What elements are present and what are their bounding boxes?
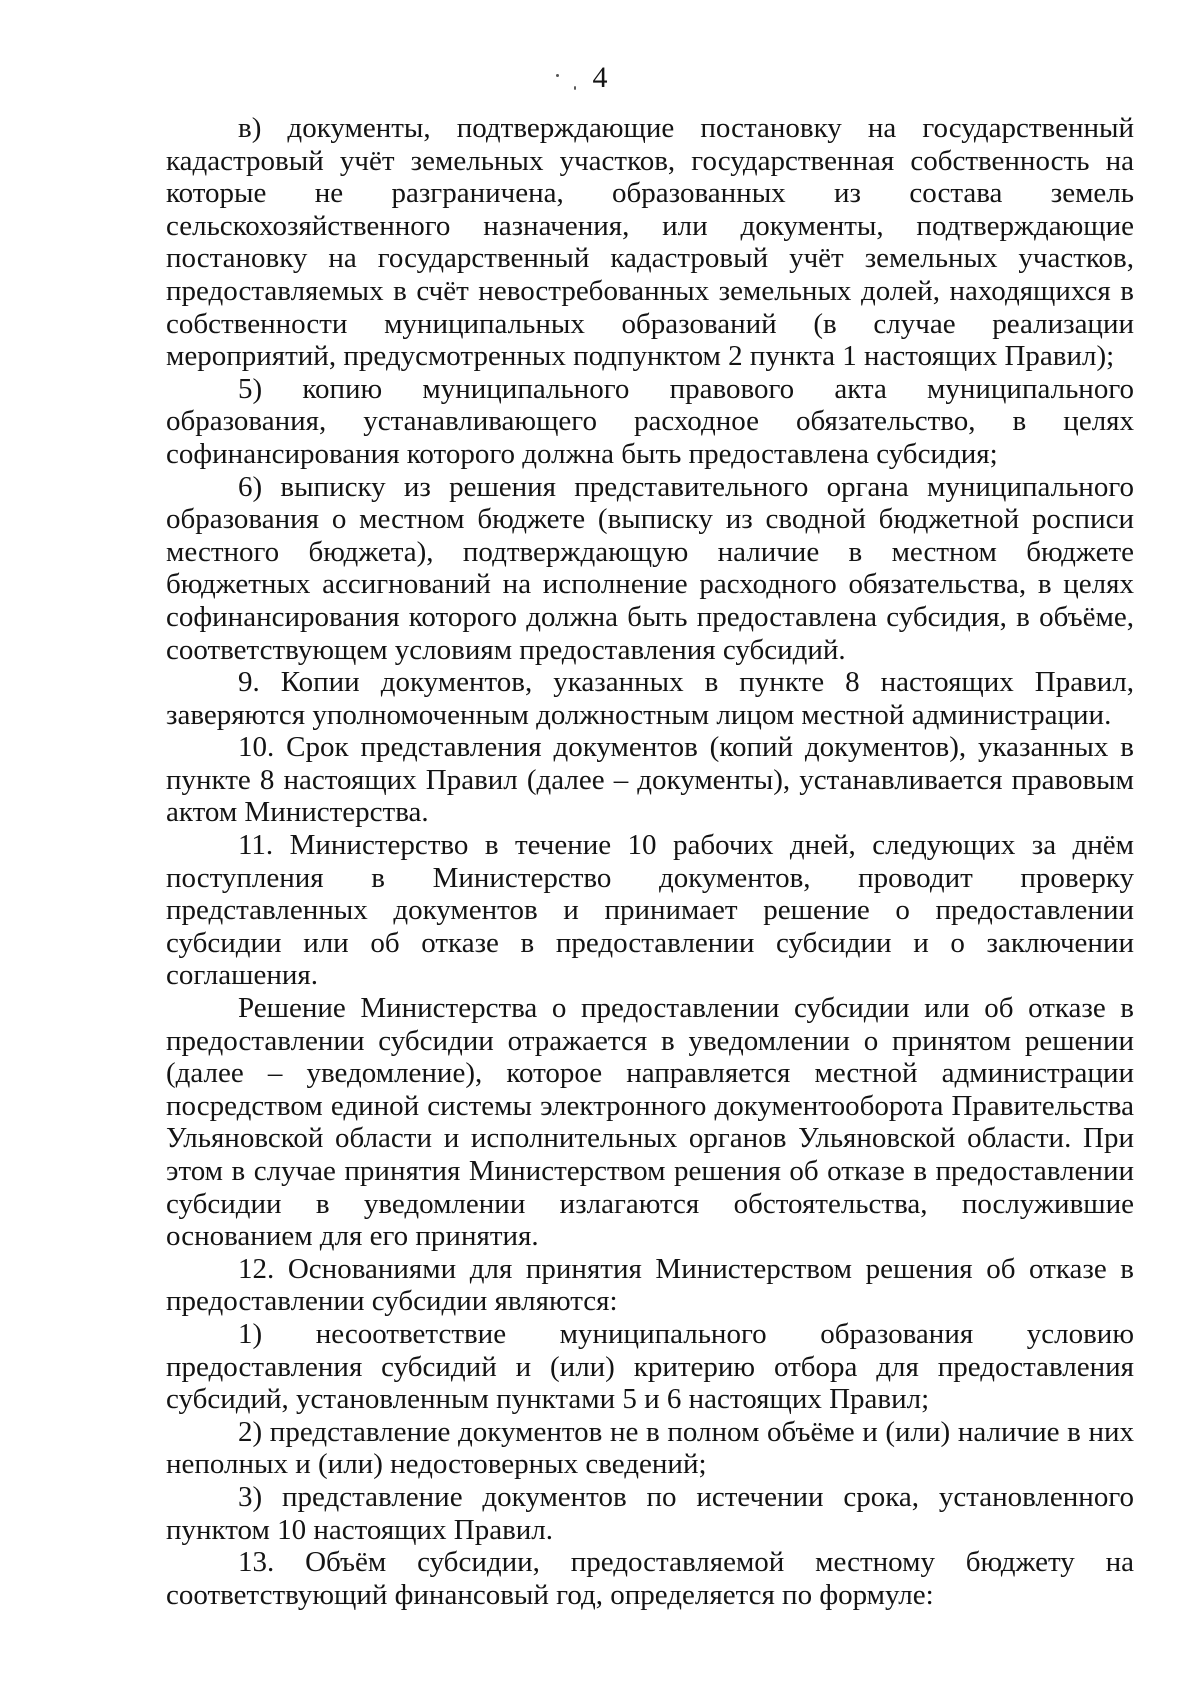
paragraph-clause-10: 10. Срок представления документов (копий документов), указанных в пункте 8 настоящих Правил (далее – документы), устанавливается правовым актом Министерства. xyxy=(166,731,1134,829)
paragraph-clause-12-item-3: 3) представление документов по истечении срока, установленного пунктом 10 настоящих Правил. xyxy=(166,1480,1134,1546)
paragraph-item-5: 5) копию муниципального правового акта муниципального образования, устанавливающего расходное обязательство, в целях софинансирования которого должна быть предоставлена субсидия; xyxy=(166,372,1134,470)
paragraph-clause-12-item-1: 1) несоответствие муниципального образования условию предоставления субсидий и (или) критерию отбора для предоставления субсидий, установленным пунктами 5 и 6 настоящих Правил; xyxy=(166,1317,1134,1416)
page-number: 4 xyxy=(592,61,608,94)
scan-speck xyxy=(556,74,559,77)
paragraph-clause-9: 9. Копии документов, указанных в пункте 8 настоящих Правил, заверяются уполномоченным должностным лицом местной администрации. xyxy=(166,666,1134,731)
paragraph-item-v: в) документы, подтверждающие постановку на государственный кадастровый учёт земельных участков, государственная собственность на которые не разграничена, образованных из состава земель сельскохозяйственного назначения, или документы, подтверждающие постановку на государственный кадастровый учёт земельных участков, предоставляемых в счёт невостребованных земельных долей, находящихся в собственности муниципальных образований (в случае реализации мероприятий, предусмотренных подпунктом 2 пункта 1 настоящих Правил); xyxy=(166,112,1134,373)
paragraph-clause-11: 11. Министерство в течение 10 рабочих дней, следующих за днём поступления в Министерство документов, проводит проверку представленных документов и принимает решение о предоставлении субсидии или об отказе в предоставлении субсидии и о заключении соглашения. xyxy=(166,829,1134,992)
paragraph-clause-13: 13. Объём субсидии, предоставляемой местному бюджету на соответствующий финансовый год, определяется по формуле: xyxy=(166,1546,1134,1611)
paragraph-clause-12-item-2: 2) представление документов не в полном объёме и (или) наличие в них неполных и (или) недостоверных сведений; xyxy=(166,1415,1134,1481)
document-body xyxy=(166,112,1134,1611)
paragraph-item-6: 6) выписку из решения представительного органа муниципального образования о местном бюджете (выписку из сводной бюджетной росписи местного бюджета), подтверждающую наличие в местном бюджете бюджетных ассигнований на исполнение расходного обязательства, в целях софинансирования которого должна быть предоставлена субсидия, в объёме, соответствующем условиям предоставления субсидий. xyxy=(166,470,1134,666)
paragraph-clause-11-decision: Решение Министерства о предоставлении субсидии или об отказе в предоставлении субсидии отражается в уведомлении о принятом решении (далее – уведомление), которое направляется местной администрации посредством единой системы электронного документооборота Правительства Ульяновской области и исполнительных органов Ульяновской области. При этом в случае принятия Министерством решения об отказе в предоставлении субсидии в уведомлении излагаются обстоятельства, послужившие основанием для его принятия. xyxy=(166,992,1134,1253)
paragraph-clause-12: 12. Основаниями для принятия Министерством решения об отказе в предоставлении субсидии являются: xyxy=(166,1252,1134,1318)
scan-speck xyxy=(574,86,576,90)
